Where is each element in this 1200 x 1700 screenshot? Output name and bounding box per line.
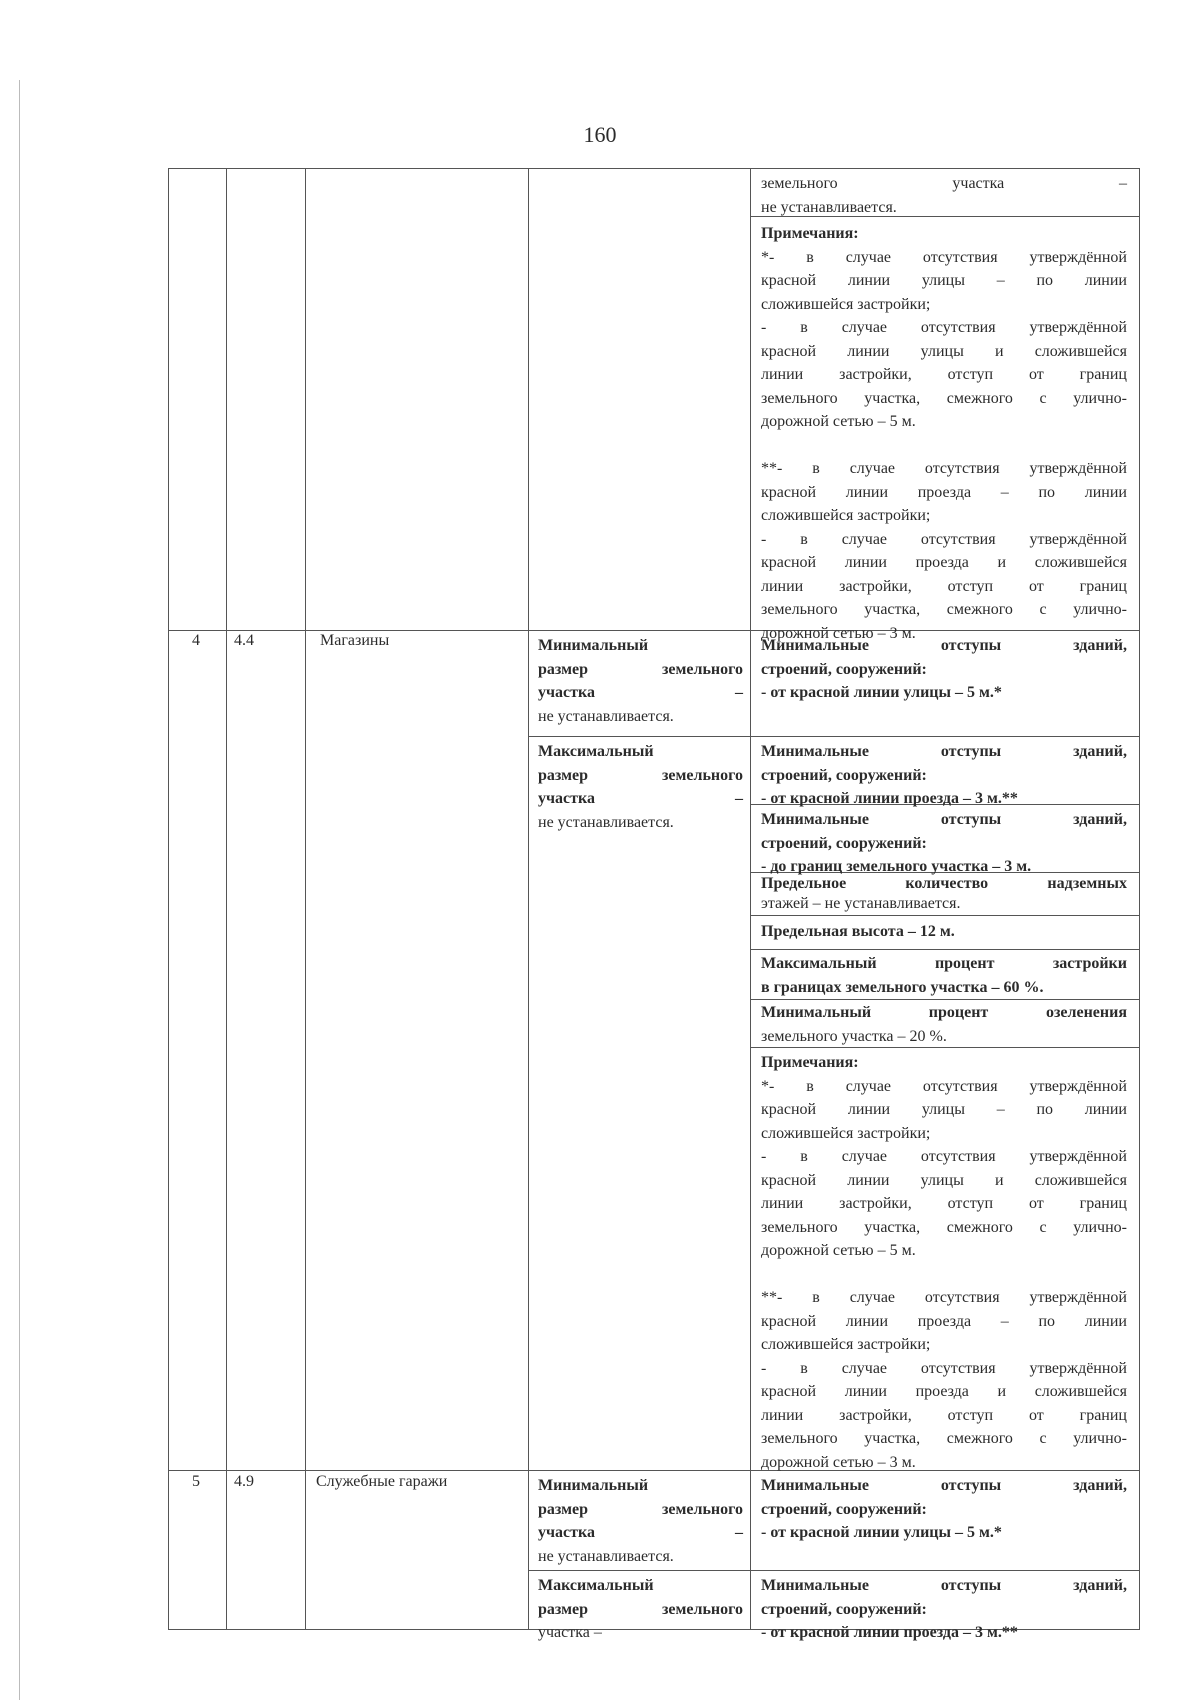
row5-code: 4.9 — [234, 1473, 254, 1490]
row4-param-boundary: Минимальные отступы зданий, строений, сооружений: - до границ земельного участка – 3 м. — [761, 811, 1127, 875]
row4-min-size: Минимальный размер земельного участка – не устанавливается. — [538, 637, 743, 725]
row4-param-driveway: Минимальные отступы зданий, строений, сооружений: - от красной линии проезда – 3 м.** — [761, 743, 1127, 807]
page-number: 160 — [583, 122, 617, 147]
row4-code: 4.4 — [234, 632, 254, 649]
row5-param-driveway: Минимальные отступы зданий, строений, сооружений: - от красной линии проезда – 3 м.** — [761, 1577, 1127, 1641]
row4-param-floors: Предельное количество надземных этажей – не устанавливается. — [761, 875, 1127, 912]
row4-name: Магазины — [320, 632, 390, 649]
row4-num: 4 — [192, 632, 200, 649]
row4-param-height: Предельная высота – 12 м. — [761, 923, 955, 940]
row5-max-size: Максимальный размер земельного участка – — [538, 1577, 743, 1641]
scan-margin-line — [19, 80, 20, 1700]
cont-size-cell: земельного участка – не устанавливается. — [761, 175, 1127, 216]
cont-notes-cell: Примечания: *- в случае отсутствия утверждённой красной линии улицы – по линии сложившейся застройки; - в случае отсутствия утверждённой красной линии улицы и сложившейся линии застройки, отступ от границ земельного участка, смежного с улично- дорожной сетью – 5 м. **- в случае отсутствия утверждённой красной линии проезда – по линии сложившейся застройки; - в случае отсутствия утверждённой красной линии проезда и сложившейся линии застройки, отступ от границ земельного участка, смежного с улично- дорожной сетью – 3 м. — [761, 225, 1127, 642]
row4-param-coverage: Максимальный процент застройки в границах земельного участка – 60 %. — [761, 955, 1127, 996]
row4-notes: Примечания: *- в случае отсутствия утверждённой красной линии улицы – по линии сложившейся застройки; - в случае отсутствия утверждённой красной линии улицы и сложившейся линии застройки, отступ от границ земельного участка, смежного с улично- дорожной сетью – 5 м. **- в случае отсутствия утверждённой красной линии проезда – по линии сложившейся застройки; - в случае отсутствия утверждённой красной линии проезда и сложившейся линии застройки, отступ от границ земельного участка, смежного с улично- дорожной сетью – 3 м. — [761, 1054, 1127, 1471]
row5-param-street: Минимальные отступы зданий, строений, сооружений: - от красной линии улицы – 5 м.* — [761, 1477, 1127, 1541]
row4-param-greenery: Минимальный процент озеленения земельного участка – 20 %. — [761, 1004, 1127, 1045]
row5-min-size: Минимальный размер земельного участка – не устанавливается. — [538, 1477, 743, 1565]
row5-num: 5 — [192, 1473, 200, 1490]
regulations-table — [168, 168, 1140, 1641]
row4-param-street: Минимальные отступы зданий, строений, сооружений: - от красной линии улицы – 5 м.* — [761, 637, 1127, 701]
row4-max-size: Максимальный размер земельного участка – не устанавливается. — [538, 743, 743, 831]
row5-name: Служебные гаражи — [316, 1473, 448, 1490]
